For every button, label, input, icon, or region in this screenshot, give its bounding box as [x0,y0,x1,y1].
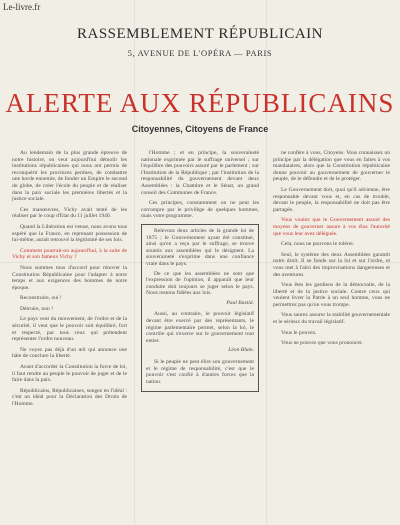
paragraph: Nous sommes tous d'accord pour rénover la Constitution Républicaine pour l'adapter à notre temps et aux exigences des hommes de notre époque. [12,264,127,291]
signature: Paul Bastid. [226,299,254,306]
paragraph: Avant d'accorder la Constitution la force de loi, il faut rendre au peuple le pouvoir de juger et de le faire dans la paix. [12,364,127,384]
paragraph: Vous êtes les gardiens de la démocratie, de la liberté et de la justice sociale. Contre ceux qui veulent livrer la Patrie à un seul homme, vous ne permettrez pas qu'on vous trompe. [273,282,390,308]
paragraph: Ces principes, constamment on ne peut les corrompre par le privilège de quelques hommes, mais votre programme. [141,200,259,220]
paragraph: Relevons deux articles de la grande loi de 1875 ; le Gouvernement ayant été constitué, ainsi qu'en a reçu par le suffrage, se trouve soumis aux assemblées qui le désignent. La souveraineté s'exprime dans une confiance vraie dans le pays. [146,227,254,267]
signature: Léon Blum. [228,347,254,354]
headline: ALERTE AUX RÉPUBLICAINS [5,88,395,118]
paragraph: Vous saurez assurer la stabilité gouvernementale et le sérieux du travail législatif. [273,312,390,326]
paragraph: Seul, le système des deux Assemblées garantit notre droit. Il se fonde sur la loi et sur l'ordre, et vous met à l'abri des improvisations dangereuses et des aventures. [273,251,390,278]
paragraph: Ne voyez pas déjà d'un œil qui annonce une hâte de conclure la liberté. [12,346,127,360]
quotation-box [141,224,259,392]
text-column-2 [141,150,259,517]
paragraph: Ces manœuvres, Vichy avait tenté de les réaliser par le coup d'Etat du 11 juillet 1940. [12,206,127,220]
paragraph: Républicains, Républicaines, songez en l'idéal : c'est un idéal pour la Déclaration des Droits de l'Homme. [12,387,127,407]
paragraph: Quand la Libération est venue, nous avons tous espéré que la France, en reprenant possession de lui-même, aurait retrouvé la légitimité de ses lois. [12,223,127,244]
paragraph: Le pays veut du mouvement, de l'ordre et de la sécurité, il veut que le pouvoir soit équilibré, fort et respecté, par tous ceux qui prétendent représenter l'ordre nouveau. [12,316,127,343]
paragraph: Reconstruire, oui ! [20,295,62,302]
paragraph: l'Homme ; et en principe, la souveraineté nationale exprimée par le suffrage universel ; sur l'équilibre des pouvoirs assuré par le parlement ; sur l'Institution de la République ; par l'institution de la responsabilité du gouvernement devant deux Assemblées : la Chambre et le Sénat, un grand conseil des Communes de France. [141,150,259,196]
paragraph: Vous voulez que le Gouvernement assuré des moyens de gouverner assure à vos élus l'autorité que vous leur avez déléguée. [273,217,390,237]
paragraph: De ce que les assemblées ne sont que l'expression de l'opinion, il apparaît que leur conduite doit toujours se juger selon le pays. Nous restons fidèles aux lois. [146,270,254,297]
watermark-label: Le-livre.fr [3,2,41,12]
organization-name: RASSEMBLEMENT RÉPUBLICAIN [77,26,323,42]
paragraph: Cela, nous ne pouvons le tolérer. [281,241,355,248]
paragraph: Vous ne pouvez que vous prononcer. [281,340,363,347]
paragraph: Le Gouvernement doit, quoi qu'il advienne, être responsable devant vous et, en cas de trouble, devant le peuple, la responsabilité ne doit pas être partagée. [273,186,390,213]
text-column-1 [12,150,127,517]
text-column-3 [273,150,390,517]
paragraph: ne confère à vous, Citoyens. Vous connaissez un principe par la délégation que vous en faites à vos mandataires, alors que la Constitution républicaine donne pouvoir au gouvernement de gouverner le peuple, de le défendre et de le protéger. [273,150,390,183]
salutation: Citoyennes, Citoyens de France [131,124,269,134]
paragraph: Détruire, non ! [20,305,54,312]
paragraph: Comment pourrait-on aujourd'hui, à la suite de Vichy et son fameux Vichy ? [12,247,127,261]
organization-address: 5, AVENUE DE L'OPÉRA — PARIS [127,48,273,58]
paragraph: Si le peuple ne peut élire son gouvernement et le régime de responsabilité, c'est que le pouvoir s'est confié à d'autres forces que la nation. [146,359,254,385]
paragraph: Au lendemain de la plus grande épreuve de notre histoire, on veut aujourd'hui démolir les institutions républicaines qui nous ont permis de reconquérir les provinces perdues, de combattre une horde ennemie, de fonder un Empire le second du globe, de créer l'école du peuple et de réaliser dans la paix sociale les premières libertés et la justice sociale. [12,150,127,203]
paragraph: Vous le pouvez. [281,329,317,336]
paragraph: Aussi, au contraire, le pouvoir législatif devant être exercé par des représentants, le régime parlementaire permet, selon la loi, le contrôle qui s'exerce sur le gouvernement tout entier. [146,311,254,344]
